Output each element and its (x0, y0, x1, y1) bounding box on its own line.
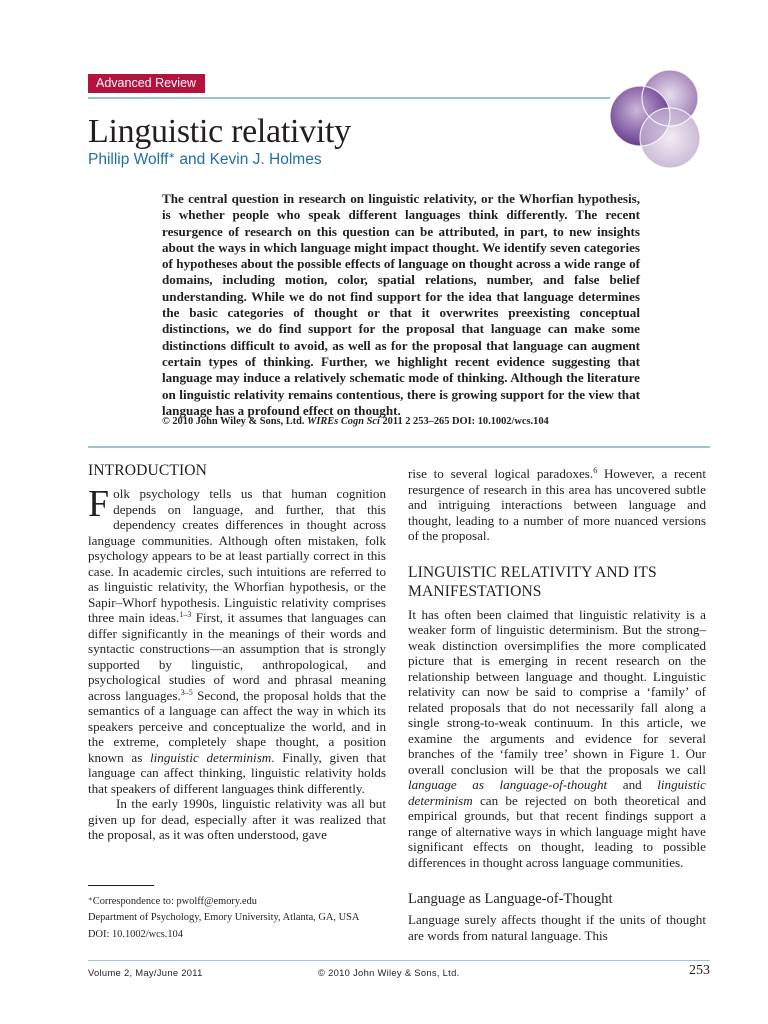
footnote-star: ∗ (88, 895, 93, 903)
intro-paragraph-2: In the early 1990s, linguistic relativity was all but given up for dead, especially after it was realized that the proposal, as it was often understood, gave (88, 796, 386, 842)
correspondence-email[interactable]: Correspondence to: pwolff@emory.edu (92, 896, 257, 907)
left-column (88, 461, 386, 843)
drop-cap: F (88, 483, 110, 525)
intro-p1-b: First, it assumes that languages can differ significantly in the meanings of their words and syntactic constructions—an assumption that is strongly supported by linguistic, anthropological, and psychological studies of word and phrasal meaning across languages. (88, 610, 386, 703)
subsection-heading: Language as Language-of-Thought (408, 891, 613, 907)
author-rest: and Kevin J. Holmes (175, 151, 322, 168)
footnote-department: Department of Psychology, Emory University, Atlanta, GA, USA (88, 912, 360, 924)
section-2-emphasis-2: linguistic determinism (408, 777, 706, 808)
copyright-prefix: © 2010 John Wiley & Sons, Ltd. (162, 416, 308, 427)
intro-p3-b: However, a recent resurgence of research in this area has uncovered subtle and intriguing interactions between language and thought, leading to a number of more nuanced versions of the proposal. (408, 466, 706, 543)
intro-paragraph-1 (88, 483, 387, 796)
header-rule (88, 97, 610, 99)
journal-logo-circles (604, 68, 710, 174)
right-column (408, 466, 706, 943)
reference-2[interactable]: 3–5 (180, 687, 193, 697)
abstract-copyright (162, 416, 640, 427)
intro-p1-d: . Finally, given that language can affect thinking, linguistic relativity holds that speakers of different languages think differently. (88, 749, 386, 796)
footnotes (88, 891, 388, 943)
reference-3[interactable]: 6 (593, 466, 598, 475)
reference-1[interactable]: 1–3 (179, 610, 192, 619)
section-2-heading: LINGUISTIC RELATIVITY AND ITS MANIFESTATIONS (408, 563, 657, 600)
section-2-emphasis-1: language as language-of-thought (408, 777, 608, 792)
corresponding-author-mark: ∗ (168, 151, 176, 160)
intro-p3-a: rise to several logical paradoxes. (408, 466, 594, 481)
section-2-p-b: and (607, 777, 658, 792)
journal-name: WIREs Cogn Sci (307, 416, 380, 427)
footer-rule (88, 960, 710, 961)
abstract: The central question in research on linguistic relativity, or the Whorfian hypothesis, is whether people who speak different languages think differently. The recent resurgence of research on this question can be attributed, in part, to new insights about the ways in which language might impact thought. We identify seven categories of hypotheses about the possible effects of language on thought across a wide range of domains, including motion, color, spatial relations, number, and false belief understanding. While we do not find support for the idea that language determines the basic categories of thought or that it overwrites preexisting conceptual distinctions, we do find support for the proposal that language can make some distinctions difficult to avoid, as well as for the proposal that language can augment certain types of thinking. Further, we highlight recent evidence suggesting that language may induce a relatively schematic mode of thinking. Although the literature on linguistic relativity remains contentious, there is growing support for the view that language has a profound effect on thought. (162, 191, 640, 418)
abstract-rule (88, 446, 710, 448)
footer-copyright: © 2010 John Wiley & Sons, Ltd. (318, 967, 460, 978)
intro-heading: INTRODUCTION (88, 462, 208, 479)
intro-p1-emphasis: linguistic determinism (150, 749, 272, 765)
intro-paragraph-3 (408, 466, 706, 544)
footer-volume: Volume 2, May/June 2011 (88, 967, 203, 978)
section-2-paragraph (408, 607, 706, 871)
article-title: Linguistic relativity (88, 113, 351, 150)
section-2-p-c: can be rejected on both theoretical and empirical grounds, but that recent findings support a range of alternative ways in which language might have significant effects on thought, leading to possible differences in thought across language communities. (408, 792, 706, 870)
footnote-correspondence (88, 891, 388, 910)
article-type-badge: Advanced Review (88, 74, 205, 93)
intro-p1-c: Second, the proposal holds that the semantics of a language can affect the way in which its speakers perceive and conceptualize the world, and in the extreme, completely shape thought, a position known as (88, 687, 387, 765)
section-2-p-a: It has often been claimed that linguistic relativity is a weaker form of linguistic determinism. But the strong–weak distinction oversimplifies the more complicated picture that is emerging in recent research on the relationship between language and thought. Linguistic relativity can now be said to comprise a ‘family’ of related proposals that do not necessarily fall along a single strong-to-weak continuum. In this article, we examine the arguments and evidence for several branches of the ‘family tree’ shown in Figure 1. Our overall conclusion will be that the proposals we call (408, 606, 706, 777)
page-number: 253 (689, 963, 710, 978)
author-first[interactable]: Phillip Wolff (88, 151, 169, 168)
author-list (88, 151, 322, 169)
subsection-paragraph: Language surely affects thought if the units of thought are words from natural language. This (408, 912, 706, 943)
footnote-doi: DOI: 10.1002/wcs.104 (88, 928, 183, 940)
copyright-doi: 2011 2 253–265 DOI: 10.1002/wcs.104 (379, 416, 549, 427)
intro-p1-a: olk psychology tells us that human cognition depends on language, and further, that this dependency creates differences in thought across language communities. Although often mistaken, folk psychology appears to be at least partially correct in this case. In academic circles, such intuitions are referred to as linguistic relativity, the Whorfian hypothesis, or the Sapir–Whorf hypothesis. Linguistic relativity comprises three main ideas. (88, 486, 386, 625)
footnote-rule (88, 885, 154, 886)
